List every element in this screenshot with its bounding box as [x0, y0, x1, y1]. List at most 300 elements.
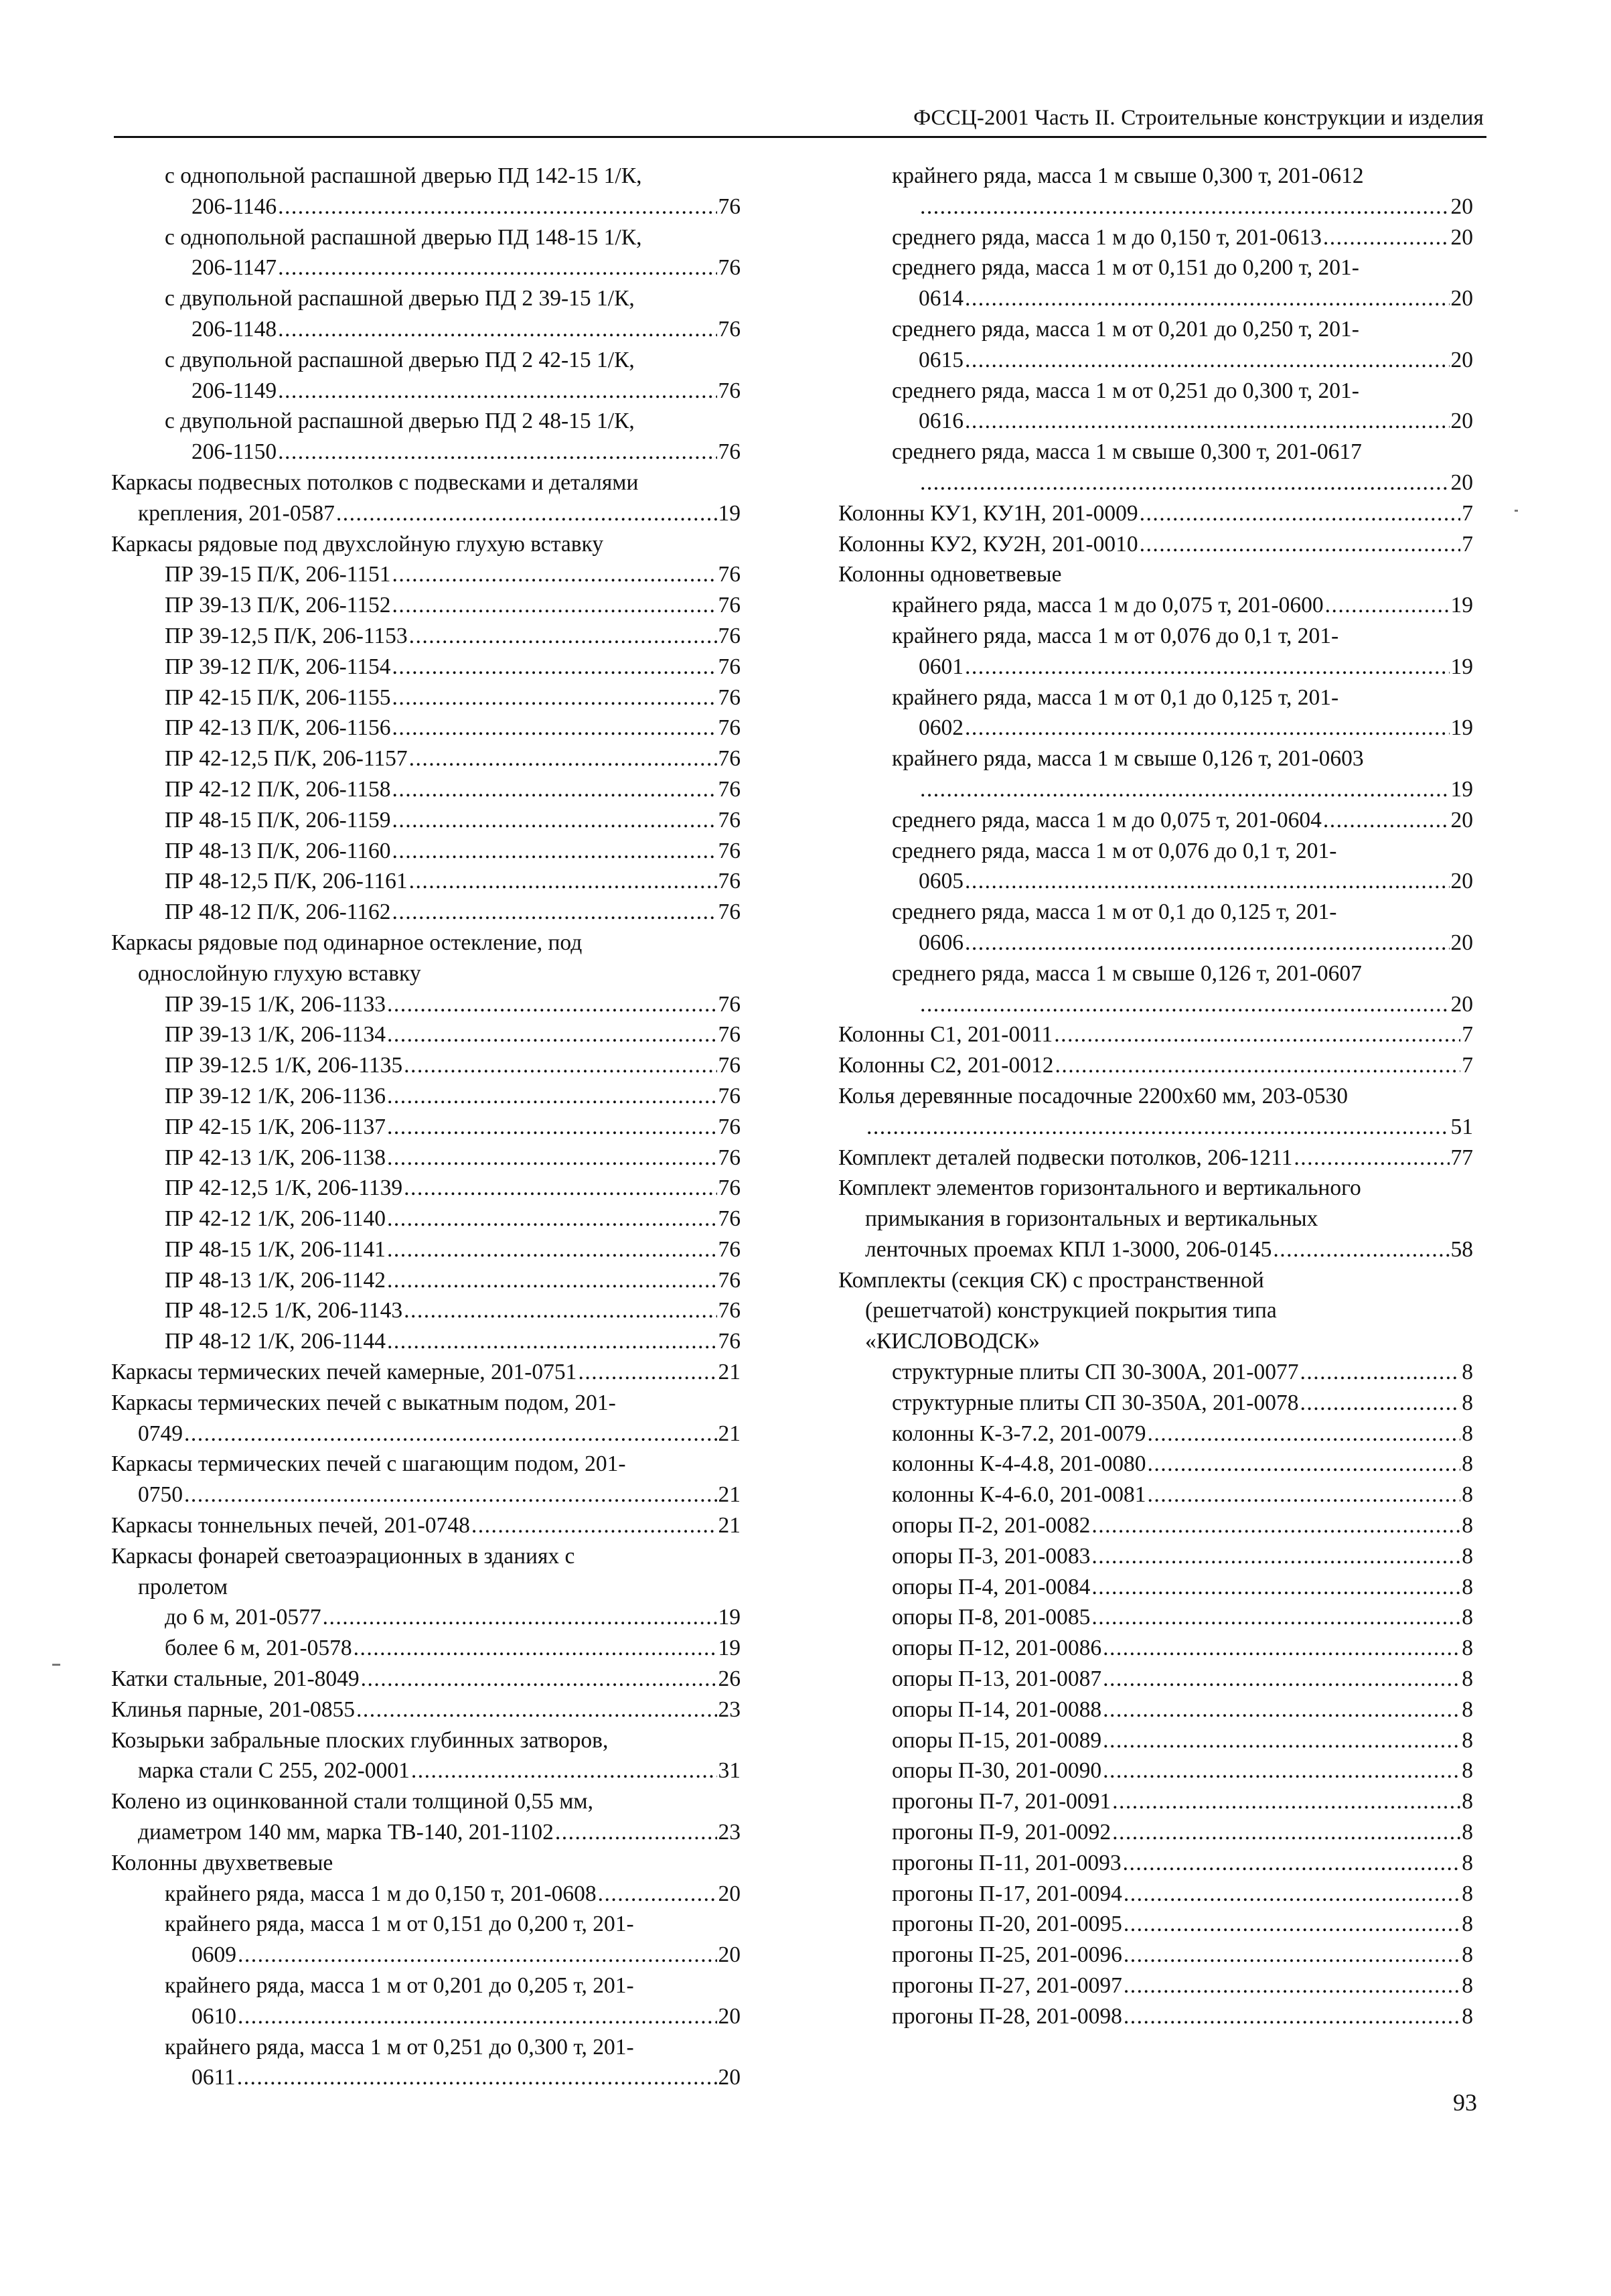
index-entry-line [165, 1112, 741, 1143]
dot-leader [1124, 1879, 1460, 1910]
index-entry [892, 590, 1473, 621]
index-page-ref: 76 [718, 1267, 741, 1293]
dot-leader [1148, 1419, 1461, 1449]
index-entry-text: среднего ряда, масса 1 м от 0,076 до 0,1 т, 201- [892, 838, 1337, 863]
index-entry-line [165, 222, 741, 253]
index-entry [892, 805, 1473, 836]
index-entry-line [111, 468, 741, 498]
index-entry [838, 1265, 1473, 1357]
index-entry-line [892, 805, 1473, 836]
index-entry [165, 897, 741, 928]
dot-leader [1091, 1572, 1460, 1603]
index-entry [165, 1081, 741, 1112]
dot-leader [920, 774, 1450, 805]
index-entry [165, 161, 741, 222]
dot-leader [1103, 1695, 1460, 1725]
index-page-ref: 76 [718, 1175, 741, 1201]
index-entry [892, 1909, 1473, 1940]
index-page-ref: 7 [1462, 1053, 1473, 1078]
dot-leader [387, 1112, 716, 1143]
index-entry [165, 2032, 741, 2094]
dot-leader [866, 1112, 1450, 1143]
index-entry [165, 283, 741, 345]
dot-leader [387, 989, 716, 1020]
index-page-ref: 76 [718, 685, 741, 710]
index-entry-text: опоры П-13, 201-0087 [892, 1666, 1102, 1692]
index-page-ref: 8 [1462, 1636, 1473, 1661]
dot-leader [965, 652, 1450, 683]
index-entry-text: Колонны С1, 201-0011 [838, 1022, 1053, 1048]
index-entry-line [838, 498, 1473, 529]
dot-leader [392, 590, 717, 621]
index-entry [111, 1695, 741, 1725]
index-entry-text: с однопольной распашной дверью ПД 142-15 1/К, [165, 163, 642, 188]
dot-leader [184, 1419, 717, 1449]
index-entry-text: Каркасы термических печей с шагающим подом, 201- [111, 1451, 626, 1477]
index-entry-line [165, 559, 741, 590]
index-entry-text: ПР 39-15 1/К, 206-1133 [165, 991, 386, 1017]
index-entry [165, 1909, 741, 1970]
index-page-ref: 76 [718, 838, 741, 863]
index-entry-text: колонны К-4-4.8, 201-0080 [892, 1451, 1146, 1477]
index-entry [165, 1265, 741, 1296]
index-page-ref: 76 [718, 378, 741, 403]
index-entry-line [165, 1143, 741, 1173]
index-entry-text: однослойную глухую вставку [138, 960, 421, 986]
index-entry-text: опоры П-14, 201-0088 [892, 1697, 1102, 1722]
index-page-ref: 76 [718, 900, 741, 925]
index-entry-line [165, 2001, 741, 2032]
index-entry [165, 1019, 741, 1050]
index-entry-text: прогоны П-25, 201-0096 [892, 1942, 1122, 1968]
index-entry [892, 1357, 1473, 1388]
index-entry-text: 0750 [138, 1482, 183, 1508]
index-entry-text: опоры П-12, 201-0086 [892, 1636, 1102, 1661]
index-entry-line [111, 1755, 741, 1786]
dot-leader [278, 437, 716, 468]
index-entry-text: ПР 48-12 1/К, 206-1144 [165, 1329, 386, 1354]
index-entry-line [892, 1879, 1473, 1910]
index-entry-line [892, 1602, 1473, 1633]
index-entry-text: марка стали С 255, 202-0001 [138, 1758, 410, 1784]
index-page-ref: 8 [1462, 1513, 1473, 1538]
index-entry-text: 0611 [191, 2065, 236, 2090]
index-entry-line [892, 621, 1473, 652]
index-entry-line [892, 437, 1473, 468]
index-page-ref: 76 [718, 715, 741, 741]
index-entry-text: крайнего ряда, масса 1 м от 0,201 до 0,205 т, 201- [165, 1973, 634, 1999]
index-entry [892, 1755, 1473, 1786]
index-entry [892, 1602, 1473, 1633]
index-entry-text: 0749 [138, 1421, 183, 1446]
index-page-ref: 21 [718, 1360, 741, 1385]
index-entry [892, 743, 1473, 805]
dot-leader [184, 1480, 717, 1510]
index-entry [111, 1357, 741, 1388]
index-entry [165, 1234, 741, 1265]
index-page-ref: 76 [718, 623, 741, 648]
index-entry-text: среднего ряда, масса 1 м до 0,075 т, 201-0604 [892, 807, 1322, 833]
index-entry-text: ПР 39-15 П/К, 206-1151 [165, 562, 391, 587]
index-entry [892, 897, 1473, 958]
index-entry-line [892, 406, 1473, 437]
index-entry-line [165, 1265, 741, 1296]
dot-leader [392, 805, 717, 836]
dot-leader [1103, 1725, 1460, 1756]
index-entry-line [111, 1817, 741, 1848]
index-entry-line [165, 2062, 741, 2093]
index-entry-line [165, 836, 741, 867]
index-entry-line [165, 652, 741, 683]
index-entry-text: ПР 42-12,5 1/К, 206-1139 [165, 1175, 403, 1201]
dot-leader [387, 1143, 716, 1173]
index-entry [892, 1572, 1473, 1603]
index-entry-text: опоры П-2, 201-0082 [892, 1513, 1091, 1538]
index-entry-text: Клинья парные, 201-0855 [111, 1697, 355, 1722]
index-entry-text: крайнего ряда, масса 1 м до 0,150 т, 201-0608 [165, 1881, 597, 1906]
index-page-ref: 19 [1450, 654, 1473, 679]
index-entry-text: диаметром 140 мм, марка ТВ-140, 201-1102 [138, 1820, 554, 1845]
dot-leader [387, 1019, 716, 1050]
index-entry [892, 161, 1473, 222]
index-entry-text: Колонны С2, 201-0012 [838, 1053, 1054, 1078]
index-page-ref: 21 [718, 1513, 741, 1538]
index-entry-text: более 6 м, 201-0578 [165, 1636, 352, 1661]
index-entry [892, 1449, 1473, 1480]
index-page-ref: 8 [1462, 1697, 1473, 1722]
index-entry-line [111, 1786, 741, 1817]
dot-leader [278, 314, 716, 345]
dot-leader [336, 498, 717, 529]
index-entry-line [111, 1725, 741, 1756]
index-entry-line [165, 1019, 741, 1050]
dot-leader [1148, 1480, 1461, 1510]
dot-leader [1124, 2001, 1460, 2032]
dot-leader [392, 652, 717, 683]
dot-leader [278, 192, 716, 222]
index-page-ref: 19 [718, 1636, 741, 1661]
index-entry-line [838, 1050, 1473, 1081]
index-entry [892, 1695, 1473, 1725]
index-page-ref: 20 [718, 2065, 741, 2090]
index-page-ref: 8 [1462, 2003, 1473, 2029]
index-entry-text: 206-1148 [191, 316, 277, 342]
index-entry-line [892, 1940, 1473, 1970]
index-entry-text: прогоны П-28, 201-0098 [892, 2003, 1122, 2029]
index-entry-line [838, 1326, 1473, 1357]
index-page-ref: 8 [1462, 1360, 1473, 1385]
index-entry-text: ПР 39-12 1/К, 206-1136 [165, 1083, 386, 1108]
dot-leader [1325, 590, 1450, 621]
index-page-ref: 77 [1450, 1145, 1473, 1170]
dot-leader [361, 1664, 717, 1695]
dot-leader [965, 406, 1450, 437]
index-page-ref: 23 [718, 1820, 741, 1845]
index-entry-line [892, 1388, 1473, 1419]
index-entry-text: 206-1147 [191, 255, 277, 281]
index-entry-line [165, 376, 741, 407]
index-entry-line [892, 683, 1473, 713]
index-entry-line [838, 1173, 1473, 1204]
scan-speck [1515, 510, 1518, 512]
index-entry [838, 1019, 1473, 1050]
index-entry-line [111, 1541, 741, 1572]
scan-speck [52, 1664, 60, 1666]
index-page-ref: 21 [718, 1482, 741, 1508]
index-entry-line [165, 713, 741, 743]
dot-leader [1140, 498, 1461, 529]
index-entry-line [838, 1112, 1473, 1143]
index-entry-line [892, 1572, 1473, 1603]
index-entry-text: примыкания в горизонтальных и вертикальных [865, 1206, 1318, 1232]
index-entry-text: Колено из оцинкованной стали толщиной 0,55 мм, [111, 1789, 593, 1814]
index-entry-line [165, 2032, 741, 2063]
index-entry-text: прогоны П-9, 201-0092 [892, 1820, 1111, 1845]
index-entry-line [111, 1664, 741, 1695]
dot-leader [598, 1879, 717, 1910]
index-page-ref: 76 [718, 316, 741, 342]
dot-leader [1124, 1909, 1460, 1940]
index-entry-line [892, 897, 1473, 928]
index-entry-line [892, 1695, 1473, 1725]
index-page-ref: 8 [1462, 1758, 1473, 1784]
index-entry-line [892, 590, 1473, 621]
index-entry-text: колонны К-3-7.2, 201-0079 [892, 1421, 1146, 1446]
index-entry [111, 1541, 741, 1603]
index-page-ref: 20 [1450, 470, 1473, 495]
index-entry [165, 713, 741, 743]
index-entry [111, 1388, 741, 1449]
index-page-ref: 23 [718, 1697, 741, 1722]
index-entry-line [165, 1970, 741, 2001]
index-entry-text: среднего ряда, масса 1 м свыше 0,126 т, 201-0607 [892, 960, 1362, 986]
index-page-ref: 20 [718, 1881, 741, 1906]
index-entry-text: ПР 39-13 П/К, 206-1152 [165, 593, 391, 618]
index-entry-line [892, 989, 1473, 1020]
index-entry-line [892, 376, 1473, 407]
index-entry [892, 1480, 1473, 1510]
index-entry-line [165, 192, 741, 222]
index-page-ref: 7 [1462, 500, 1473, 526]
index-entry-text: Каркасы рядовые под двухслойную глухую вставку [111, 531, 604, 557]
dot-leader [411, 1755, 717, 1786]
index-entry-text: опоры П-30, 201-0090 [892, 1758, 1102, 1784]
index-entry-text: ПР 42-12 1/К, 206-1140 [165, 1206, 386, 1232]
index-entry-line [892, 652, 1473, 683]
dot-leader [356, 1695, 717, 1725]
index-entry [111, 529, 741, 560]
index-page-ref: 20 [1450, 930, 1473, 955]
index-entry-text: с однопольной распашной дверью ПД 148-15 1/К, [165, 224, 642, 250]
index-entry [838, 529, 1473, 560]
index-entry [165, 743, 741, 774]
index-entry-line [111, 1388, 741, 1419]
index-entry-text: ПР 48-12 П/К, 206-1162 [165, 900, 391, 925]
index-entry [892, 1848, 1473, 1879]
index-entry [165, 866, 741, 897]
index-entry-line [111, 1449, 741, 1480]
index-entry-text: 206-1150 [191, 439, 277, 465]
index-entry-text: 0606 [919, 930, 964, 955]
dot-leader [392, 713, 717, 743]
dot-leader [1123, 1848, 1461, 1879]
index-entry-line [111, 1695, 741, 1725]
index-entry [892, 1817, 1473, 1848]
index-entry-text: до 6 м, 201-0577 [165, 1605, 321, 1630]
index-entry-line [892, 1480, 1473, 1510]
index-page-ref: 76 [718, 194, 741, 219]
index-page-ref: 20 [1450, 224, 1473, 250]
index-entry [892, 253, 1473, 314]
dot-leader [409, 743, 717, 774]
index-entry-line [165, 1050, 741, 1081]
index-entry [838, 498, 1473, 529]
index-entry-text: Каркасы термических печей камерные, 201-0751 [111, 1360, 577, 1385]
index-entry-text: крайнего ряда, масса 1 м от 0,151 до 0,200 т, 201- [165, 1912, 634, 1937]
index-page-ref: 8 [1462, 1850, 1473, 1875]
dot-leader [1054, 1019, 1460, 1050]
index-page-ref: 76 [718, 255, 741, 281]
index-entry-text: ленточных проемах КПЛ 1-3000, 206-0145 [865, 1236, 1272, 1262]
index-entry [165, 621, 741, 652]
index-entry-text: 0615 [919, 347, 964, 372]
index-entry-line [892, 1817, 1473, 1848]
index-entry [111, 928, 741, 989]
index-entry-line [111, 498, 741, 529]
index-entry-line [892, 1725, 1473, 1756]
index-entry-text: 0610 [191, 2003, 236, 2029]
index-entry [892, 437, 1473, 498]
index-page-ref: 26 [718, 1666, 741, 1692]
index-entry-line [165, 1326, 741, 1357]
index-entry-text: ПР 48-12.5 1/К, 206-1143 [165, 1298, 403, 1323]
index-entry-line [892, 222, 1473, 253]
index-entry-text: с двупольной распашной дверью ПД 2 48-15 1/К, [165, 409, 635, 434]
index-entry-text: Каркасы тоннельных печей, 201-0748 [111, 1513, 470, 1538]
header-rule [114, 136, 1486, 138]
index-page-ref: 76 [718, 991, 741, 1017]
index-entry-line [165, 774, 741, 805]
index-entry [165, 559, 741, 590]
index-entry-line [111, 529, 741, 560]
index-entry-text: ПР 42-12,5 П/К, 206-1157 [165, 746, 408, 772]
index-page-ref: 20 [718, 2003, 741, 2029]
index-entry [892, 1388, 1473, 1419]
dot-leader [1323, 222, 1450, 253]
index-entry-line [165, 283, 741, 314]
index-entry-text: опоры П-8, 201-0085 [892, 1605, 1091, 1630]
index-entry-line [165, 1081, 741, 1112]
index-entry [892, 1725, 1473, 1756]
index-entry-line [165, 621, 741, 652]
index-entry-line [165, 1295, 741, 1326]
index-entry-line [111, 1848, 741, 1879]
index-entry-text: опоры П-3, 201-0083 [892, 1543, 1091, 1569]
index-entry [892, 222, 1473, 253]
index-entry-text: крайнего ряда, масса 1 м от 0,076 до 0,1 т, 201- [892, 623, 1339, 648]
index-entry-text: структурные плиты СП 30-350А, 201-0078 [892, 1390, 1299, 1415]
index-entry [892, 1510, 1473, 1541]
index-entry-text: Колонны КУ2, КУ2Н, 201-0010 [838, 531, 1138, 557]
index-entry-line [111, 1419, 741, 1449]
index-entry-line [838, 1265, 1473, 1296]
dot-leader [1091, 1541, 1460, 1572]
index-entry [892, 958, 1473, 1020]
index-entry-text: крайнего ряда, масса 1 м до 0,075 т, 201-0600 [892, 593, 1324, 618]
index-entry-text: ПР 48-13 1/К, 206-1142 [165, 1267, 386, 1293]
index-entry [892, 314, 1473, 376]
dot-leader [1124, 1940, 1460, 1970]
index-entry-text: ПР 42-13 1/К, 206-1138 [165, 1145, 386, 1170]
index-entry [165, 1204, 741, 1234]
index-page-ref: 51 [1450, 1114, 1473, 1139]
dot-leader [238, 2001, 717, 2032]
index-entry-text: прогоны П-27, 201-0097 [892, 1973, 1122, 1999]
dot-leader [387, 1326, 716, 1357]
index-page-ref: 20 [1450, 194, 1473, 219]
index-page-ref: 8 [1462, 1574, 1473, 1599]
index-entry-text: среднего ряда, масса 1 м от 0,201 до 0,250 т, 201- [892, 316, 1359, 342]
index-page-ref: 19 [718, 1605, 741, 1630]
index-entry-line [111, 1572, 741, 1603]
index-entry-line [838, 1019, 1473, 1050]
index-column-left [111, 161, 741, 2093]
index-entry-line [165, 1879, 741, 1910]
index-entry-text: крайнего ряда, масса 1 м свыше 0,300 т, 201-0612 [892, 163, 1364, 188]
index-entry-text: «КИСЛОВОДСК» [865, 1329, 1040, 1354]
index-entry [165, 1633, 741, 1664]
index-page-ref: 20 [1450, 807, 1473, 833]
index-entry-text: 0616 [919, 409, 964, 434]
index-entry-text: (решетчатой) конструкцией покрытия типа [865, 1298, 1277, 1323]
dot-leader [1091, 1510, 1460, 1541]
index-page-ref: 8 [1462, 1820, 1473, 1845]
index-entry-text: Колонны одноветвевые [838, 562, 1062, 587]
dot-leader [965, 866, 1450, 897]
index-page-ref: 76 [718, 1053, 741, 1078]
index-entry-line [165, 805, 741, 836]
index-entry-line [892, 192, 1473, 222]
index-page-ref: 76 [718, 439, 741, 465]
index-entry-text: ПР 39-12.5 1/К, 206-1135 [165, 1053, 403, 1078]
index-page-ref: 8 [1462, 1727, 1473, 1753]
index-page-ref: 8 [1462, 1482, 1473, 1508]
index-page-ref: 19 [1450, 593, 1473, 618]
index-entry [165, 1295, 741, 1326]
index-entry [838, 1050, 1473, 1081]
index-entry-line [165, 1234, 741, 1265]
index-entry-text: прогоны П-11, 201-0093 [892, 1850, 1122, 1875]
index-entry [165, 1602, 741, 1633]
page-number: 93 [1453, 2089, 1477, 2116]
index-entry [111, 468, 741, 529]
index-page-ref: 20 [1450, 869, 1473, 894]
index-entry-text: Каркасы рядовые под одинарное остекление, под [111, 930, 583, 955]
index-entry-line [892, 743, 1473, 774]
index-entry-text: среднего ряда, масса 1 м от 0,251 до 0,300 т, 201- [892, 378, 1359, 403]
dot-leader [965, 928, 1450, 958]
index-entry-line [165, 683, 741, 713]
index-entry-text: 0605 [919, 869, 964, 894]
index-page-ref: 7 [1462, 531, 1473, 557]
index-entry [165, 590, 741, 621]
index-entry-text: ПР 48-15 1/К, 206-1141 [165, 1236, 386, 1262]
index-entry-line [892, 928, 1473, 958]
index-page-ref: 20 [1450, 347, 1473, 372]
dot-leader [920, 192, 1450, 222]
index-entry-line [892, 1909, 1473, 1940]
index-entry [165, 683, 741, 713]
